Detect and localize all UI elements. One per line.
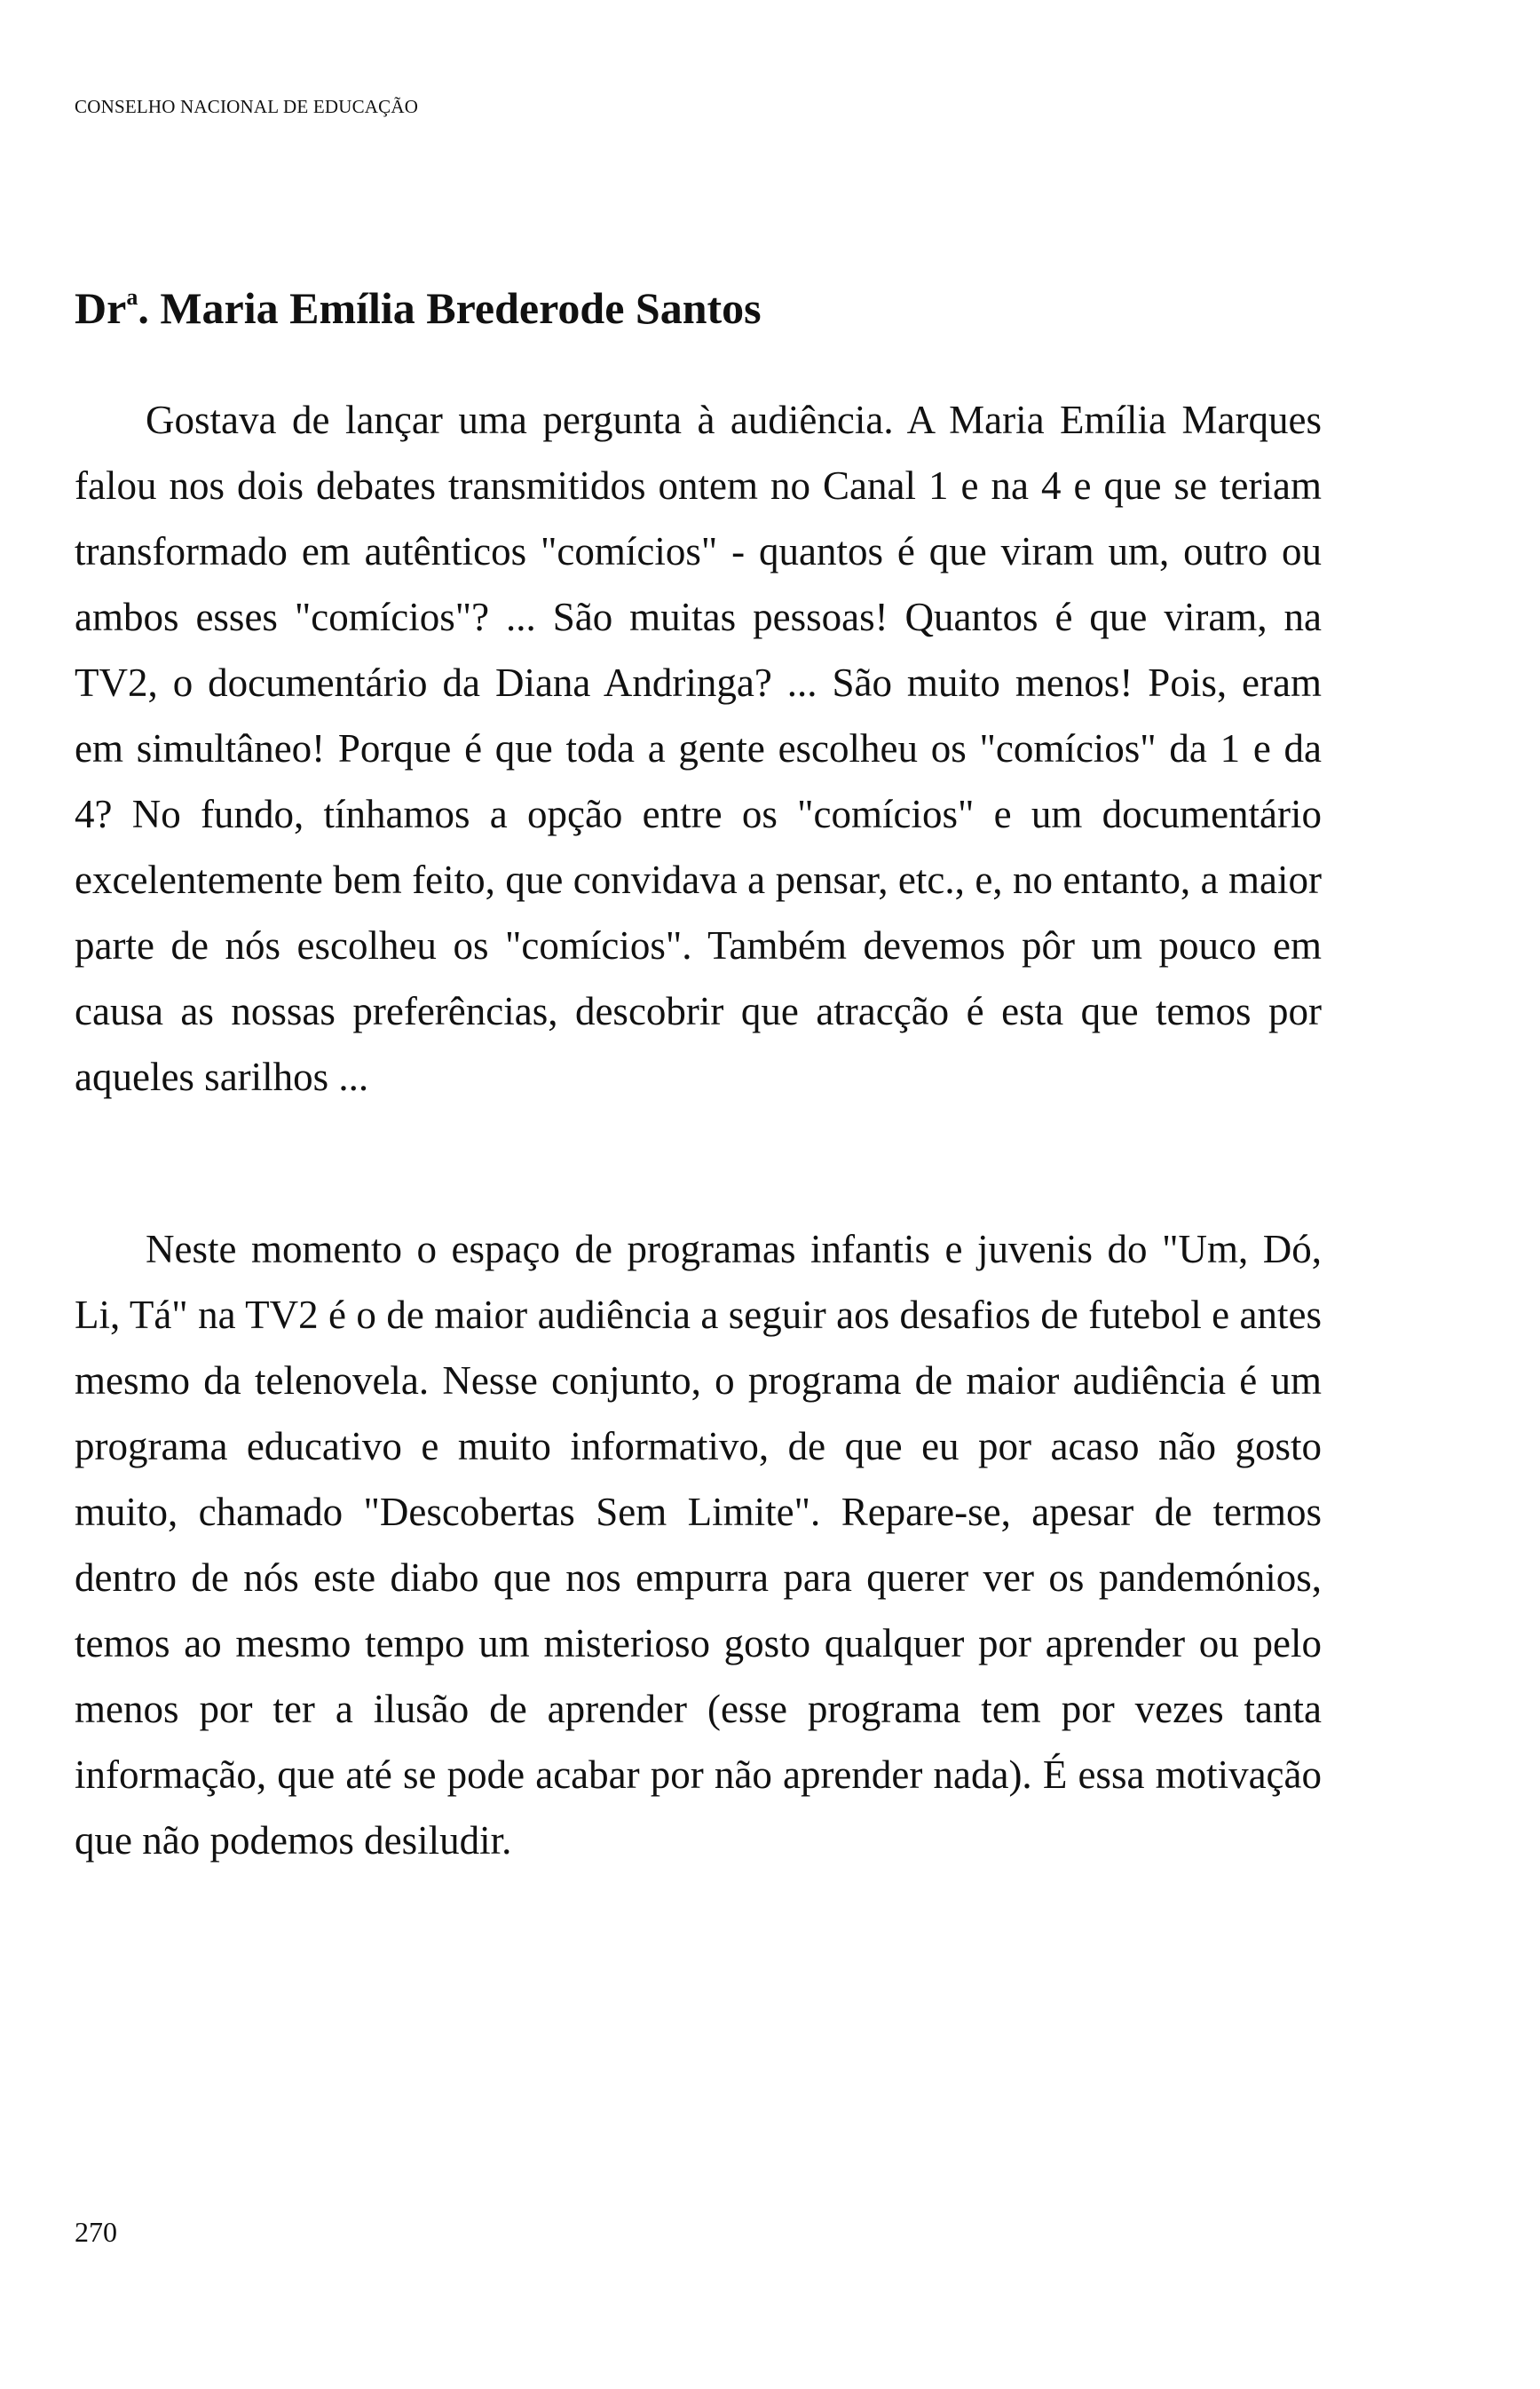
speaker-name: . Maria Emília Brederode Santos (138, 283, 762, 333)
body-paragraph-1: Gostava de lançar uma pergunta à audiência. A Maria Emília Marques falou nos dois debates transmitidos ontem no Canal 1 e na 4 e que se teriam transformado em autênticos "comícios" - quantos é que viram um, outro ou ambos esses "comícios"? ... São muitas pessoas! Quantos é que viram, na TV2, o documentário da Diana Andringa? ... São muito menos! Pois, eram em simultâneo! Porque é que toda a gente escolheu os "comícios" da 1 e da 4? No fundo, tínhamos a opção entre os "comícios" e um documentário excelentemente bem feito, que convidava a pensar, etc., e, no entanto, a maior parte de nós escolheu os "comícios". Também devemos pôr um pouco em causa as nossas preferências, descobrir que atracção é esta que temos por aqueles sarilhos ... (75, 398, 1322, 1099)
body-paragraph-2: Neste momento o espaço de programas infantis e juvenis do "Um, Dó, Li, Tá" na TV2 é o de maior audiência a seguir aos desafios de futebol e antes mesmo da telenovela. Nesse conjunto, o programa de maior audiência é um programa educativo e muito informativo, de que eu por acaso não gosto muito, chamado "Descobertas Sem Limite". Repare-se, apesar de termos dentro de nós este diabo que nos empurra para querer ver os pandemónios, temos ao mesmo tempo um misterioso gosto qualquer por aprender ou pelo menos por ter a ilusão de aprender (esse programa tem por vezes tanta informação, que até se pode acabar por não aprender nada). É essa motivação que não podemos desiludir. (75, 1227, 1322, 1863)
speaker-title-prefix: Dr (75, 283, 127, 333)
running-header: CONSELHO NACIONAL DE EDUCAÇÃO (75, 96, 419, 117)
speaker-heading (75, 282, 762, 334)
page-number: 270 (75, 2216, 117, 2248)
speaker-title-superscript: a (126, 284, 138, 310)
